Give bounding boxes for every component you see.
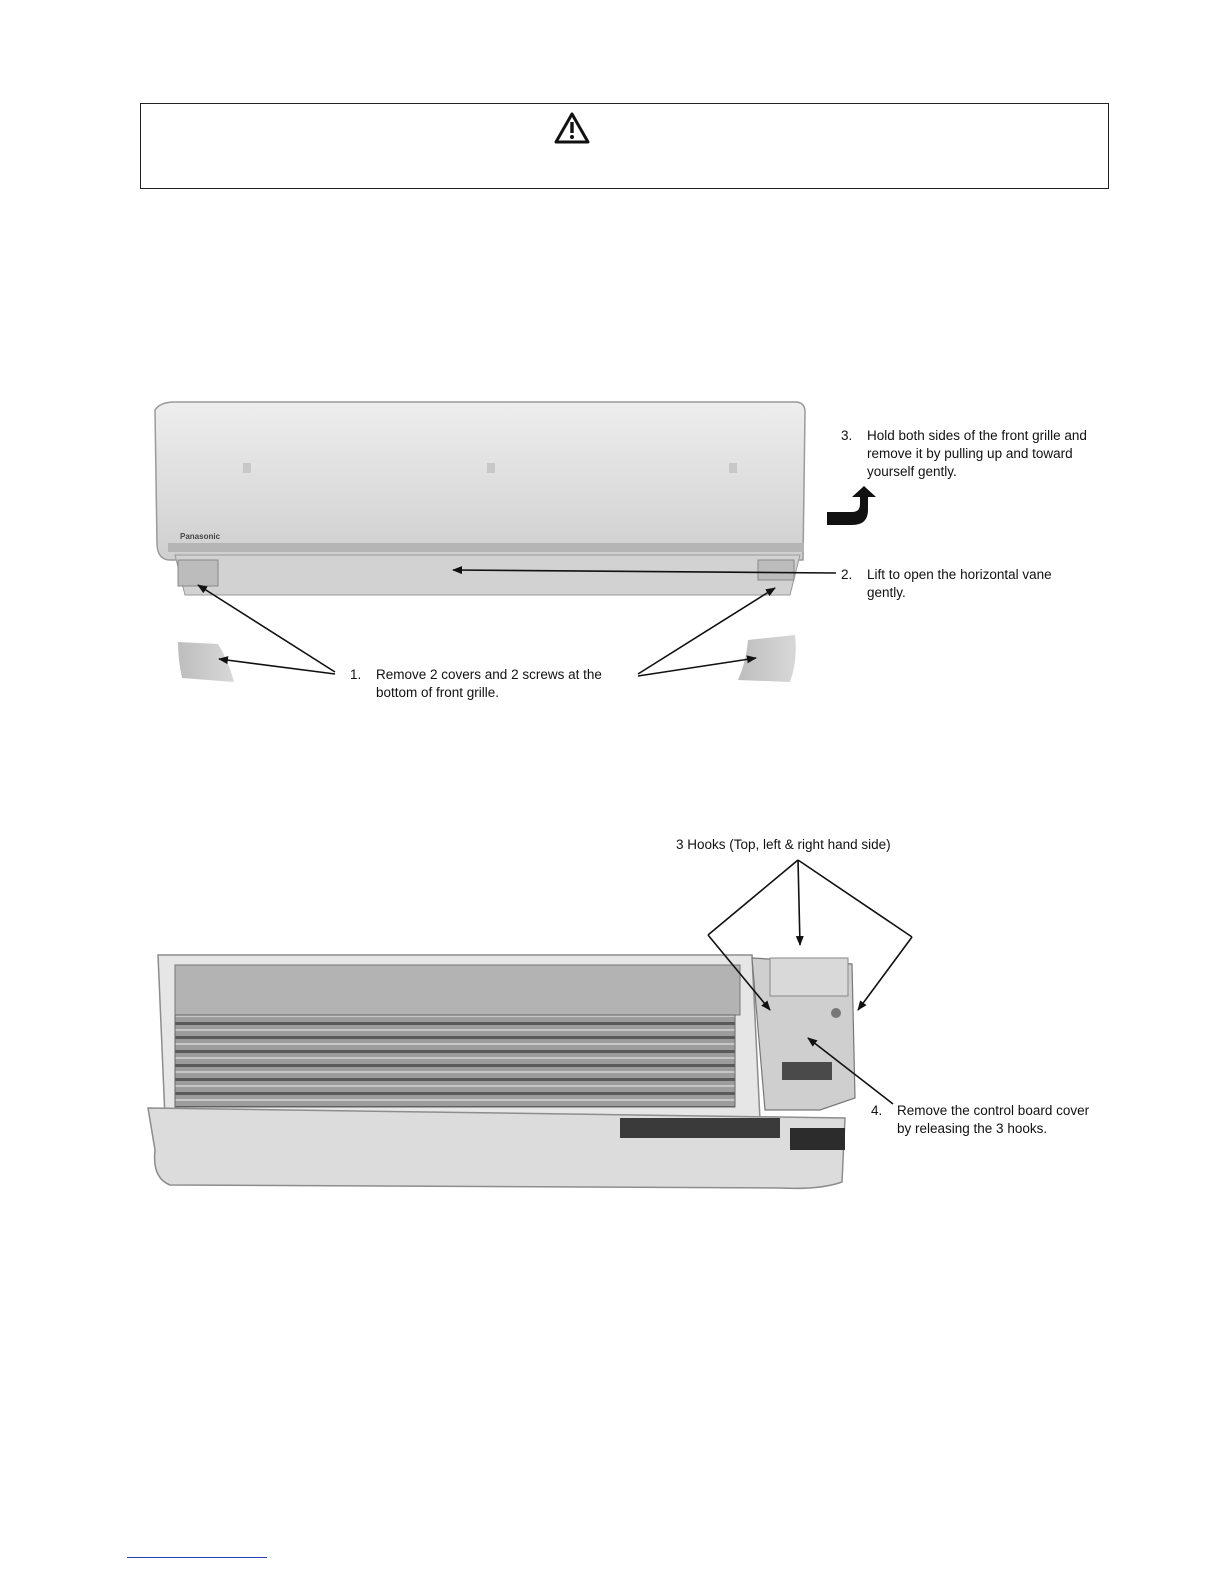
inner-unit-image <box>148 955 855 1188</box>
hooks-label: 3 Hooks (Top, left & right hand side) <box>676 837 891 852</box>
footer-link-underline[interactable] <box>127 1557 267 1558</box>
brand-logo: Panasonic <box>180 532 221 541</box>
